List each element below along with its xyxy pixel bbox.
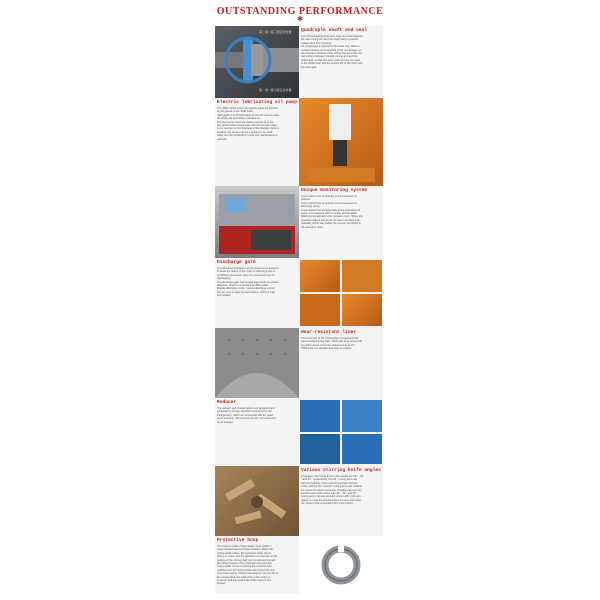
- quad-seal-heading: Quadruple shaft end seal: [301, 28, 368, 33]
- oil-pump-illustration: [299, 98, 383, 186]
- shaft-seal-photo: [215, 26, 299, 98]
- wear-liner-photo: [215, 328, 299, 398]
- seal-callout-top: 第二道 / 第三道密封装置: [259, 30, 292, 34]
- oil-pump-text: The JS80 mixing motor can quickly inject the lubricat- ing oil grease to the shaft head. High grade 0 or 00 lubricating oil can be used to make the shaft end seal better and save oil. The four pump cores are used to supply oil to the four shaft heads respectively, and the disorder valve is not needed, so the blockage of the disorder valve is avoided, the grease can be supplied to the shaft head, and the workload of repair and maintenance is reduced.: [217, 107, 280, 141]
- control-console-photo: [215, 186, 299, 258]
- quad-seal-section: [299, 26, 383, 98]
- oil-pump-heading: Electric lubricating oil pump: [217, 100, 297, 105]
- reducer-section: [215, 398, 299, 466]
- gate-photo-3: [300, 294, 340, 326]
- reducer-photo-2: [342, 400, 382, 432]
- reducer-photo-4: [342, 434, 382, 464]
- oil-pump-photo: [299, 98, 383, 186]
- seal-callout-bottom: 第一道 / 第四道密封装置: [259, 88, 292, 92]
- control-console-illustration: [215, 186, 299, 258]
- oil-pump-section: [215, 98, 299, 186]
- discharge-gate-section: [215, 258, 299, 328]
- quad-seal-text: Two robust bearing protection rings are used between the axle mixing arm and the shaft head to prevent coarse sand from entering. Air oil passage is opened in the sheet ring. When a certain pressure air is supplied in the oil passage, an air pressure protective plate will be formed at the con- tact surface between the axle mixing arm and the shaft head, so that the water and mud are not close to the shaft head, and the service life of the mixer will be prolonged.: [301, 35, 363, 69]
- protective-hoop-heading: Protective hoop: [217, 538, 259, 543]
- monitoring-section: [299, 186, 383, 258]
- discharge-gate-text: The advanced hydraulic mixing equipment is adopted to avoid the failure of the mixer to discharge due to insufficient pneumatic when the pneumatic door is discharging. The discharge gate has several stop points as grease discation, which is convenient for filling plant. Double discharge mode, manual discharge control can be used in case of power failure, which is safe and reliable.: [217, 267, 279, 298]
- hoop-ring-illustration: [299, 536, 383, 594]
- wear-liner-illustration: [215, 328, 299, 398]
- gate-photo-4: [342, 294, 382, 326]
- stirring-angles-section: [299, 466, 383, 536]
- monitoring-text: It can monitor the oil quantity and temperature of gearbox. It can monitor the oil quantity and temperature of discharge pump. It can monitor the working state of the lubricating oil pump. It is equipped with a monitor and an alarm which can be alerted in the operation room. When the operation data is abnormal, the alarm will alert auto- matically, which can enable the normal monitoring in the operation room.: [301, 195, 363, 229]
- wear-liner-section: [299, 328, 383, 398]
- gate-photo-2: [342, 260, 382, 292]
- wear-liner-text: The inner part of the mixing drum is equipped with wear-resistant lining plate, which has long service life. Its performance meets the requirements of JC / T906-2-93. It is durable and easy to replace.: [301, 337, 363, 351]
- reducer-heading: Reducer: [217, 400, 237, 405]
- stirring-angles-heading: Various stirring knife angles: [301, 468, 381, 473]
- wear-liner-heading: Wear-resistant liner: [301, 330, 357, 335]
- reducer-photo-3: [300, 434, 340, 464]
- protective-hoop-photo: [299, 536, 383, 594]
- stirring-angles-text: At present, the mixing arms in the market are 45 ° , 60 ° and 90 ° respectively. The 90 ° mixing arms are also for hydraulic mixer and commercial concrete mixer, and the 45 ° and 60 ° mixing arms are suitable for mixers of various purposes. Portable can not only provide users with mixers with 45 °, 60 ° and 90 ° mixing arms, but also develop mixers with multi-arm design to meet the special needs of users and make the mixing more convenient fully more evenly.: [301, 475, 364, 506]
- mixing-arms-illustration: [215, 466, 299, 536]
- monitoring-heading: Unique monitoring system: [301, 188, 368, 193]
- protective-hoop-text: The hoop is made of high-quality steel, which is wear-resistant and corrosion-resistant. When the mixing shaft rotates, the protective hoop can be driven to rotate, and the adhesion of concrete on the surface of the mixing shaft can be reduced through the friction between the protective hoop and the mixing shaft. So as to prevent the concrete from solidifying on the mixing shaft and prevent the con- crete from setting. While prolonging the service life of the mixing shaft, the load of the mixer motor is reduced, and the service life of the mixer is pro- longed.: [217, 545, 278, 586]
- reducer-text: The reducer and oil seal system are designed and produced by foreign standard manufacturers for Paulgarrison, which can cooperate with the dead lever smoothly, with long service life, low noise and no oil leakage.: [217, 407, 276, 424]
- mixing-arms-photo: [215, 466, 299, 536]
- gate-photo-1: [300, 260, 340, 292]
- feature-column: [215, 26, 383, 594]
- page-title: OUTSTANDING PERFORMANCE: [216, 6, 384, 17]
- reducer-photo-1: [300, 400, 340, 432]
- protective-hoop-section: [215, 536, 299, 594]
- discharge-gate-heading: Discharge gate: [217, 260, 256, 265]
- title-ornament-icon: ✱: [297, 16, 303, 23]
